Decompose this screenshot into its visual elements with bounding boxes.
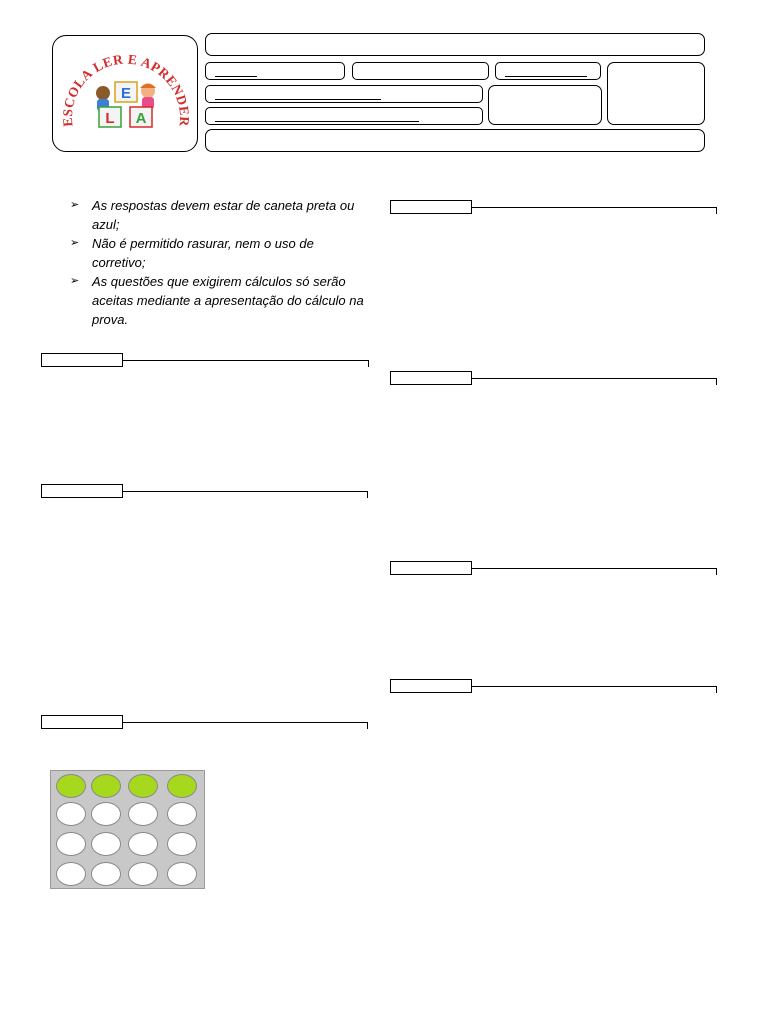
header-field-1-line [215, 76, 257, 77]
empty-circle [91, 832, 121, 856]
question-rule-line [123, 491, 368, 498]
empty-circle [56, 802, 86, 826]
instruction-text: As questões que exigirem cálculos só serão aceitas mediante a apresentação do cálculo na prova. [92, 274, 364, 327]
header-name-line [215, 99, 381, 100]
question-rule-line [123, 722, 368, 729]
question-rule-line [123, 360, 369, 367]
filled-circle [128, 774, 158, 798]
filled-circle [167, 774, 197, 798]
header-title-field[interactable] [205, 33, 705, 56]
instruction-item [66, 196, 366, 234]
logo-block-l: L [105, 110, 115, 127]
instructions-list [66, 196, 366, 329]
empty-circle [167, 862, 197, 886]
filled-circle [56, 774, 86, 798]
question-tag [390, 679, 472, 693]
circle-grid [50, 770, 205, 889]
arrow-bullet-icon: ➢ [70, 199, 80, 211]
empty-circle [128, 802, 158, 826]
instruction-text: Não é permitido rasurar, nem o uso de corretivo; [92, 236, 314, 270]
question-tag [41, 715, 123, 729]
question-rule-line [471, 378, 717, 385]
empty-circle [167, 802, 197, 826]
header-name-field[interactable] [205, 85, 483, 103]
header-field-3-line [505, 76, 587, 77]
instruction-text: As respostas devem estar de caneta preta ou azul; [92, 198, 355, 232]
question-rule-line [471, 207, 717, 214]
question-tag [390, 561, 472, 575]
header-field-2[interactable] [352, 62, 489, 80]
empty-circle [56, 862, 86, 886]
header-grade-box[interactable] [607, 62, 705, 125]
empty-circle [167, 832, 197, 856]
header-bottom-field[interactable] [205, 129, 705, 152]
empty-circle [56, 832, 86, 856]
question-rule-line [471, 686, 717, 693]
logo-block-a: A [135, 110, 147, 127]
logo-block-e: E [120, 85, 132, 102]
logo-title-text: ESCOLA LER E APRENDER [59, 51, 193, 128]
empty-circle [128, 862, 158, 886]
empty-circle [128, 832, 158, 856]
question-rule-line [471, 568, 717, 575]
header-field-3[interactable] [495, 62, 601, 80]
empty-circle [91, 862, 121, 886]
header-class-line [215, 121, 419, 122]
question-tag [390, 371, 472, 385]
school-logo-frame [52, 35, 198, 152]
school-logo [53, 36, 197, 151]
instruction-item [66, 234, 366, 272]
header-field-1[interactable] [205, 62, 345, 80]
filled-circle [91, 774, 121, 798]
arrow-bullet-icon: ➢ [70, 237, 80, 249]
header-side-box[interactable] [488, 85, 602, 125]
question-tag [390, 200, 472, 214]
question-tag [41, 484, 123, 498]
empty-circle [91, 802, 121, 826]
header-class-field[interactable] [205, 107, 483, 125]
arrow-bullet-icon: ➢ [70, 275, 80, 287]
instruction-item [66, 272, 366, 329]
question-tag [41, 353, 123, 367]
